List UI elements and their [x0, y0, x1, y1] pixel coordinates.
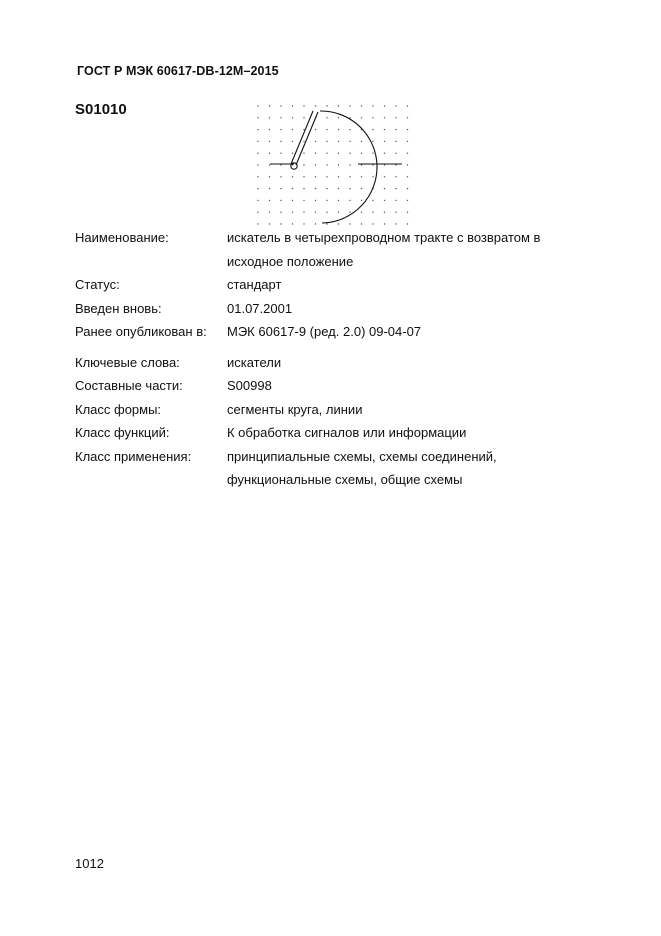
grid-dot [280, 129, 281, 130]
grid-dot [338, 129, 339, 130]
property-row [75, 421, 595, 445]
grid-dot [257, 176, 258, 177]
grid-dot [303, 212, 304, 213]
grid-dot [361, 212, 362, 213]
property-label: Ранее опубликован в: [75, 324, 207, 339]
grid-dot [257, 129, 258, 130]
grid-dot [338, 105, 339, 106]
property-row [75, 398, 595, 422]
grid-dot [280, 117, 281, 118]
grid-dot [257, 188, 258, 189]
grid-dot [349, 176, 350, 177]
grid-dot [384, 153, 385, 154]
grid-dot [407, 200, 408, 201]
property-value: МЭК 60617-9 (ред. 2.0) 09-04-07 [227, 324, 422, 339]
grid-dot [395, 176, 396, 177]
grid-dot [292, 212, 293, 213]
grid-dot [361, 176, 362, 177]
property-row [75, 297, 595, 321]
grid-dot [315, 129, 316, 130]
grid-dot [338, 117, 339, 118]
grid-dot [338, 164, 339, 165]
grid-dot [315, 105, 316, 106]
grid-dot [395, 141, 396, 142]
grid-dot [315, 141, 316, 142]
grid-dot [292, 176, 293, 177]
grid-dot [372, 141, 373, 142]
grid-dot [349, 153, 350, 154]
grid-dot [395, 200, 396, 201]
page-number: 1012 [75, 856, 104, 871]
grid-dot [303, 200, 304, 201]
grid-dot [349, 188, 350, 189]
grid-dot [292, 105, 293, 106]
property-label: Класс применения: [75, 448, 192, 464]
property-value: искатели [227, 354, 282, 370]
grid-dot [395, 129, 396, 130]
grid-dot [280, 141, 281, 142]
grid-dot [326, 117, 327, 118]
grid-dot [326, 212, 327, 213]
grid-dot [407, 141, 408, 142]
grid-dot [280, 188, 281, 189]
grid-dot [407, 176, 408, 177]
grid-dot [269, 188, 270, 189]
grid-dot [292, 129, 293, 130]
grid-dot [338, 223, 339, 224]
grid-dot [384, 105, 385, 106]
grid-dot [384, 141, 385, 142]
grid-dot [395, 105, 396, 106]
grid-dot [372, 105, 373, 106]
grid-dot [326, 164, 327, 165]
property-row [75, 273, 595, 297]
grid-dot [257, 212, 258, 213]
grid-dot [395, 153, 396, 154]
grid-dot [280, 153, 281, 154]
contact-arm-1 [291, 111, 313, 164]
property-label: Класс функций: [75, 425, 170, 440]
grid-dot [303, 117, 304, 118]
document-header-title: ГОСТ Р МЭК 60617-DB-12М–2015 [77, 64, 279, 78]
grid-dot [303, 153, 304, 154]
grid-dot [303, 188, 304, 189]
grid-dot [407, 105, 408, 106]
grid-dot [292, 200, 293, 201]
contact-arm-2 [296, 112, 318, 165]
grid-dot [326, 200, 327, 201]
grid-dot [315, 176, 316, 177]
property-label: Статус: [75, 277, 120, 292]
grid-dot [280, 105, 281, 106]
grid-dot [407, 188, 408, 189]
property-row [75, 445, 595, 492]
property-label: Составные части: [75, 378, 183, 393]
grid-dot [280, 200, 281, 201]
grid-dot [303, 141, 304, 142]
grid-dot [338, 188, 339, 189]
properties-group-main [75, 226, 595, 344]
grid-dot [361, 105, 362, 106]
property-row [75, 226, 595, 273]
grid-dot [395, 223, 396, 224]
grid-dot [269, 117, 270, 118]
grid-dot [349, 200, 350, 201]
grid-dot [315, 212, 316, 213]
grid-dot [326, 105, 327, 106]
property-row [75, 351, 595, 375]
grid-dot [315, 164, 316, 165]
property-label: Введен вновь: [75, 300, 162, 316]
grid-dot [349, 129, 350, 130]
grid-dot [384, 129, 385, 130]
finder-four-wire-return-symbol-icon [250, 100, 420, 230]
grid-dot [292, 223, 293, 224]
property-value: 01.07.2001 [227, 300, 293, 316]
grid-dot [326, 129, 327, 130]
grid-dot [280, 176, 281, 177]
grid-dot [303, 105, 304, 106]
grid-dot [349, 212, 350, 213]
grid-dot [384, 117, 385, 118]
grid-dot [338, 176, 339, 177]
grid-dot [315, 223, 316, 224]
grid-dots [257, 105, 408, 224]
grid-dot [384, 200, 385, 201]
grid-dot [361, 141, 362, 142]
grid-dot [280, 223, 281, 224]
grid-dot [338, 141, 339, 142]
grid-dot [407, 212, 408, 213]
grid-dot [372, 129, 373, 130]
grid-dot [269, 141, 270, 142]
grid-dot [257, 223, 258, 224]
grid-dot [384, 212, 385, 213]
grid-dot [257, 105, 258, 106]
grid-dot [407, 164, 408, 165]
grid-dot [303, 223, 304, 224]
grid-dot [372, 176, 373, 177]
grid-dot [361, 223, 362, 224]
grid-dot [407, 223, 408, 224]
grid-dot [395, 188, 396, 189]
grid-dot [269, 200, 270, 201]
grid-dot [349, 141, 350, 142]
grid-dot [326, 188, 327, 189]
grid-dot [384, 188, 385, 189]
grid-dot [338, 212, 339, 213]
property-value: принципиальные схемы, схемы соединений, функциональные схемы, общие схемы [227, 448, 497, 487]
grid-dot [349, 164, 350, 165]
grid-dot [269, 164, 270, 165]
property-label: Наименование: [75, 230, 169, 245]
property-row [75, 320, 595, 344]
symbol-code: S01010 [75, 101, 127, 118]
grid-dot [384, 176, 385, 177]
property-value: S00998 [227, 378, 272, 393]
property-label: Ключевые слова: [75, 354, 180, 370]
properties-group-classification [75, 351, 595, 492]
grid-dot [269, 153, 270, 154]
grid-dot [338, 200, 339, 201]
grid-dot [292, 153, 293, 154]
grid-dot [372, 223, 373, 224]
grid-dot [372, 153, 373, 154]
grid-dot [407, 153, 408, 154]
grid-dot [257, 117, 258, 118]
grid-dot [280, 212, 281, 213]
grid-dot [326, 176, 327, 177]
grid-dot [269, 212, 270, 213]
property-value: искатель в четырехпроводном тракте с возвратом в исходное положение [227, 230, 541, 269]
property-value: стандарт [227, 277, 282, 292]
grid-dot [292, 117, 293, 118]
grid-dot [303, 164, 304, 165]
return-arc [320, 111, 377, 223]
grid-dot [292, 188, 293, 189]
grid-dot [372, 200, 373, 201]
grid-dot [269, 223, 270, 224]
grid-dot [349, 223, 350, 224]
grid-dot [315, 200, 316, 201]
grid-dot [315, 153, 316, 154]
grid-dot [269, 129, 270, 130]
grid-dot [361, 188, 362, 189]
grid-dot [349, 105, 350, 106]
property-value: сегменты круга, линии [227, 401, 363, 417]
grid-dot [407, 117, 408, 118]
grid-dot [361, 200, 362, 201]
grid-dot [372, 212, 373, 213]
grid-dot [257, 200, 258, 201]
properties-gap [75, 344, 595, 351]
grid-dot [315, 188, 316, 189]
grid-dot [384, 223, 385, 224]
grid-dot [292, 141, 293, 142]
grid-dot [395, 212, 396, 213]
grid-dot [338, 153, 339, 154]
grid-dot [257, 153, 258, 154]
grid-dot [257, 164, 258, 165]
grid-dot [407, 129, 408, 130]
grid-dot [372, 117, 373, 118]
grid-dot [361, 153, 362, 154]
properties-block [75, 226, 595, 492]
grid-dot [326, 153, 327, 154]
grid-dot [326, 223, 327, 224]
property-row [75, 374, 595, 398]
grid-dot [269, 176, 270, 177]
grid-dot [361, 117, 362, 118]
grid-dot [269, 105, 270, 106]
grid-dot [257, 141, 258, 142]
property-value: К обработка сигналов или информации [227, 425, 467, 440]
grid-dot [303, 176, 304, 177]
grid-dot [395, 117, 396, 118]
grid-dot [326, 141, 327, 142]
property-label: Класс формы: [75, 401, 162, 417]
